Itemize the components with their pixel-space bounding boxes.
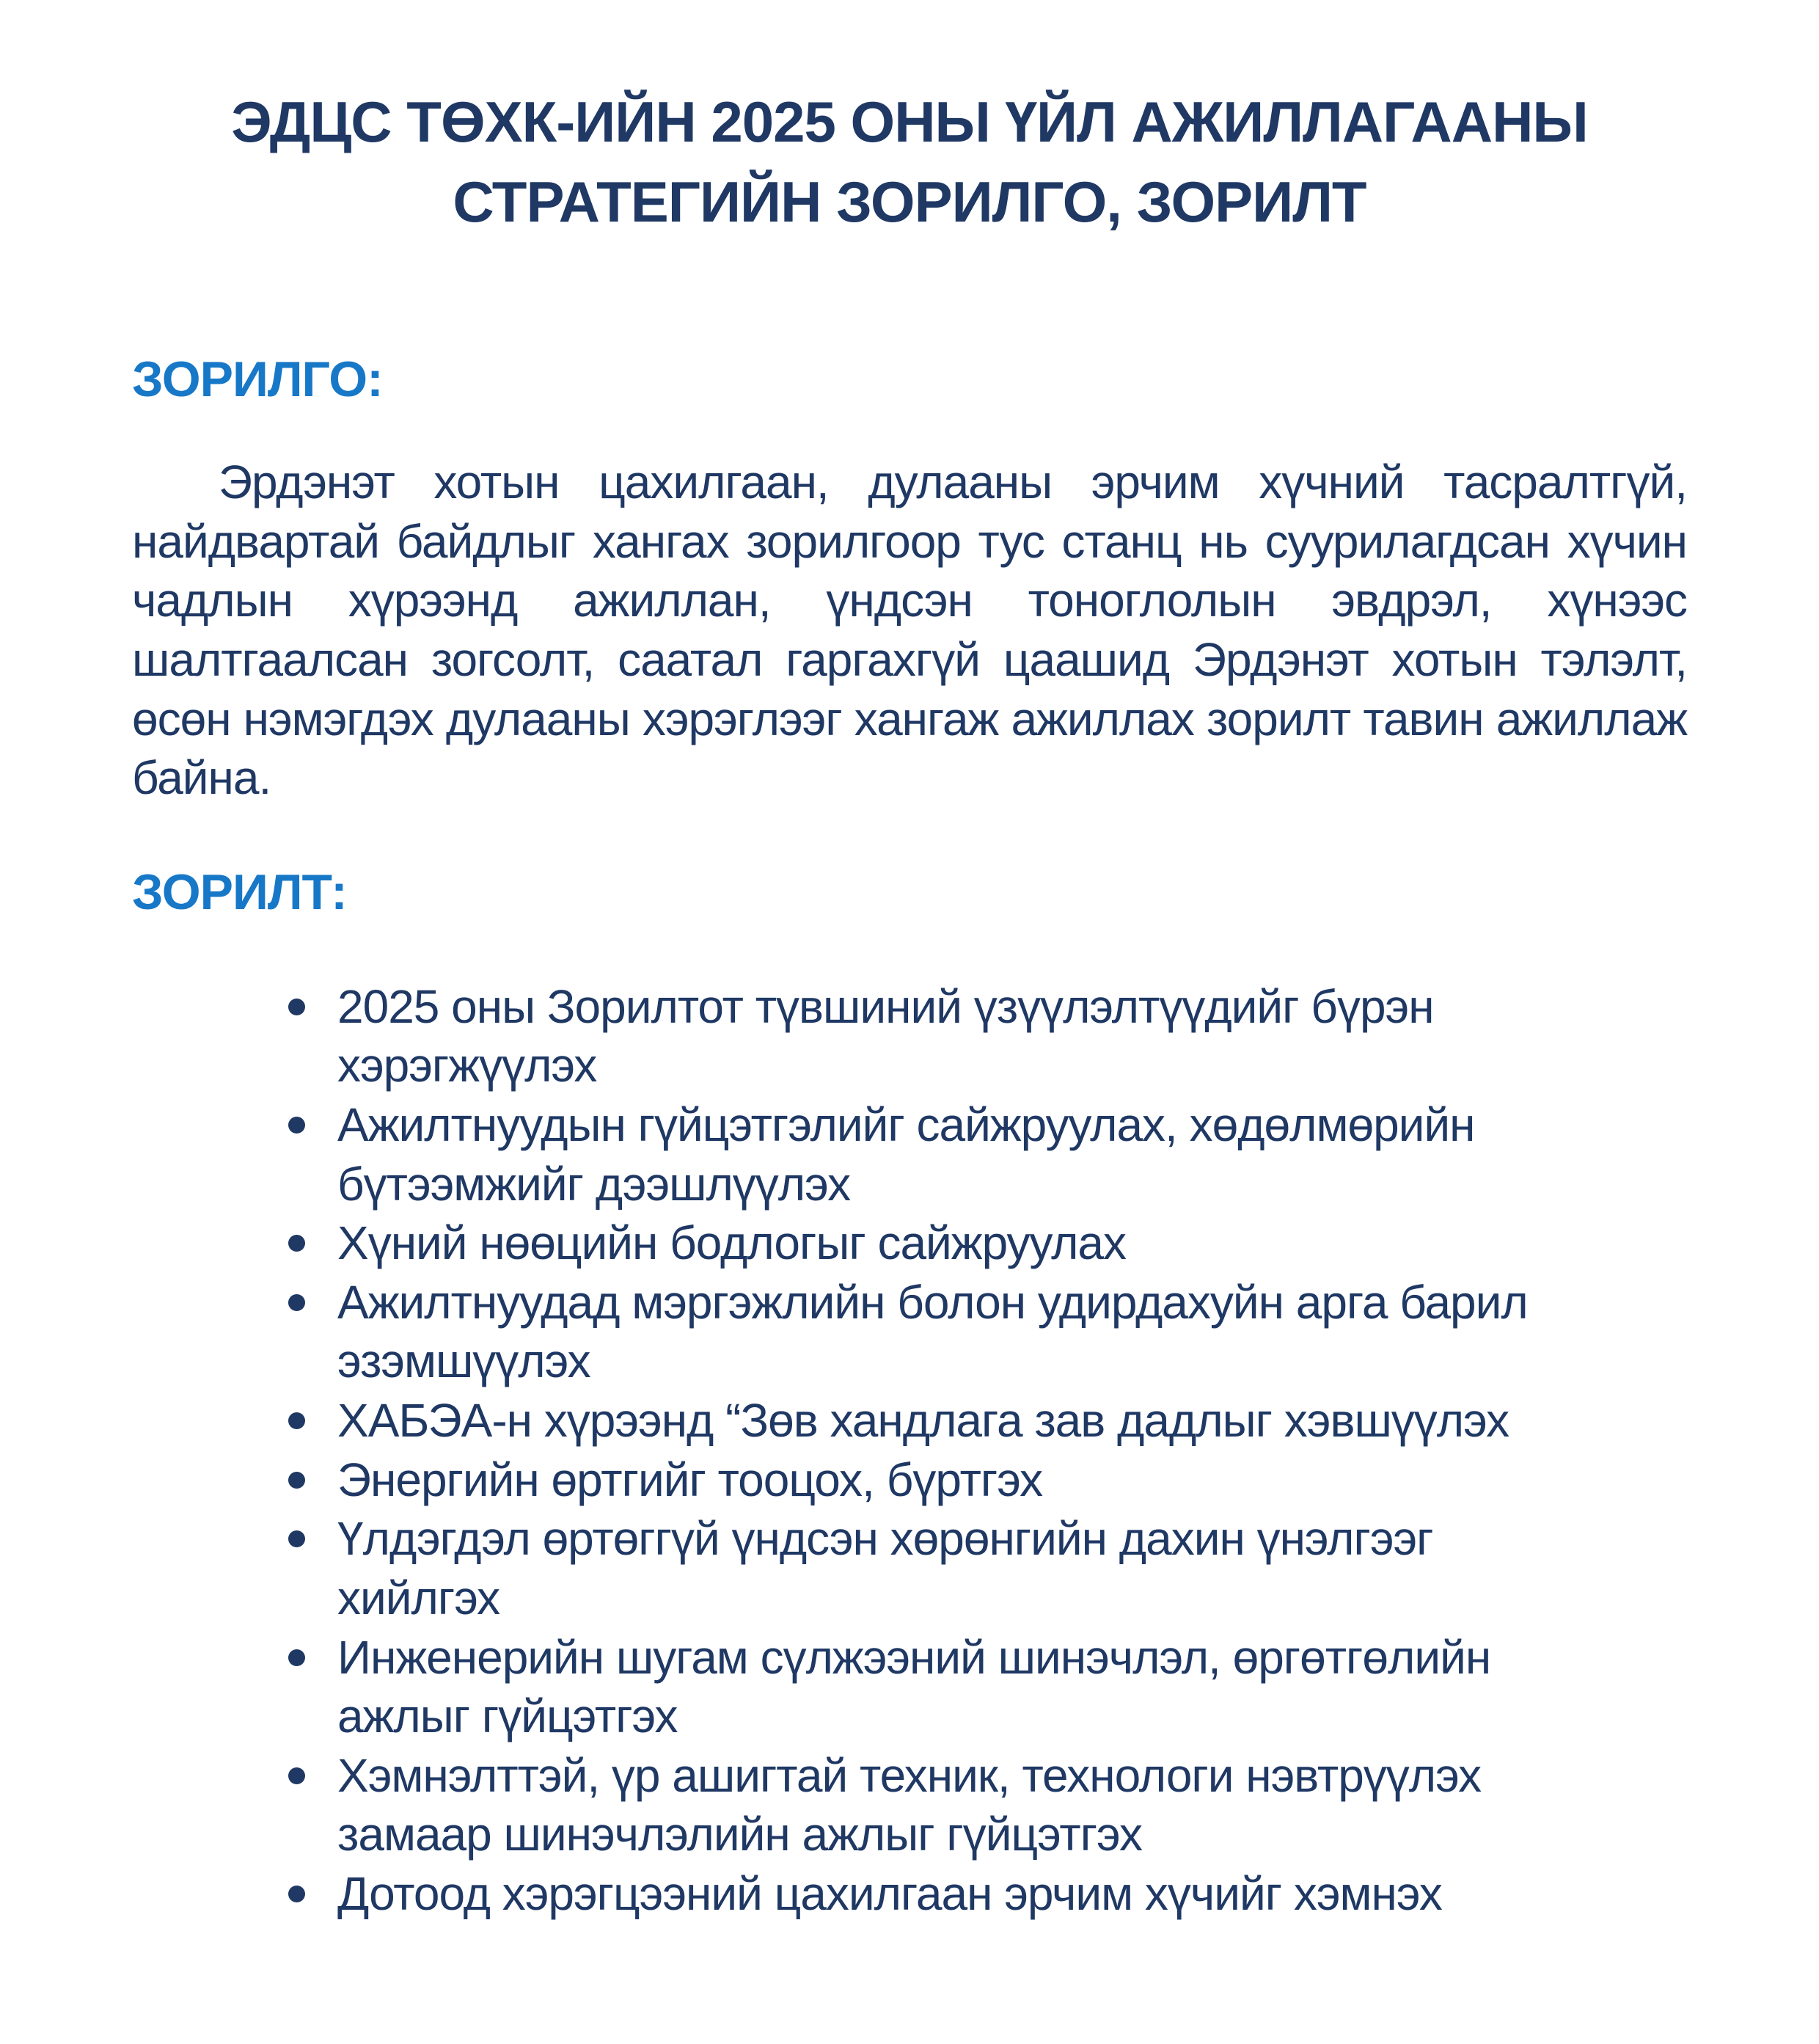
objective-item: Үлдэгдэл өртөггүй үндсэн хөрөнгийн дахин үнэлгээг хийлгэх xyxy=(288,1509,1590,1627)
goal-paragraph: Эрдэнэт хотын цахилгаан, дулааны эрчим хүчний тасралтгүй, найдвартай байдлыг хангах зорилгоор тус станц нь суурилагдсан хүчин чадлын хүрээнд ажиллан, үндсэн тоноглолын эвдрэл, хүнээс шалтгаалсан зогсолт, саатал гаргахгүй цаашид Эрдэнэт хотын тэлэлт, өсөн нэмэгдэх дулааны хэрэглээг хангаж ажиллах зорилт тавин ажиллаж байна. xyxy=(132,456,1687,805)
objective-item: Энергийн өртгийг тооцох, бүртгэх xyxy=(288,1450,1590,1510)
document-title: ЭДЦС ТӨХК-ИЙН 2025 ОНЫ ҮЙЛ АЖИЛЛАГААНЫ СТРАТЕГИЙН ЗОРИЛГО, ЗОРИЛТ xyxy=(231,90,1588,235)
goal-section-heading: ЗОРИЛГО: xyxy=(132,351,383,408)
objective-item: Ажилтнуудад мэргэжлийн болон удирдахуйн арга барил эзэмшүүлэх xyxy=(288,1273,1590,1391)
objectives-section-heading: ЗОРИЛТ: xyxy=(132,864,347,920)
objective-item: Хүний нөөцийн бодлогыг сайжруулах xyxy=(288,1213,1590,1273)
objective-item: Хэмнэлттэй, үр ашигтай техник, технологи нэвтрүүлэх замаар шинэчлэлийн ажлыг гүйцэтгэх xyxy=(288,1746,1590,1864)
objectives-list xyxy=(132,977,1687,1924)
objective-item: 2025 оны Зорилтот түвшиний үзүүлэлтүүдийг бүрэн хэрэгжүүлэх xyxy=(288,977,1590,1095)
objective-item: Инженерийн шугам сүлжээний шинэчлэл, өргөтгөлийн ажлыг гүйцэтгэх xyxy=(288,1628,1590,1746)
objective-item: ХАБЭА-н хүрээнд “Зөв хандлага зав дадлыг хэвшүүлэх xyxy=(288,1391,1590,1450)
objective-item: Ажилтнуудын гүйцэтгэлийг сайжруулах, хөдөлмөрийн бүтээмжийг дээшлүүлэх xyxy=(288,1095,1590,1213)
objective-item: Дотоод хэрэгцээний цахилгаан эрчим хүчийг хэмнэх xyxy=(288,1864,1590,1924)
